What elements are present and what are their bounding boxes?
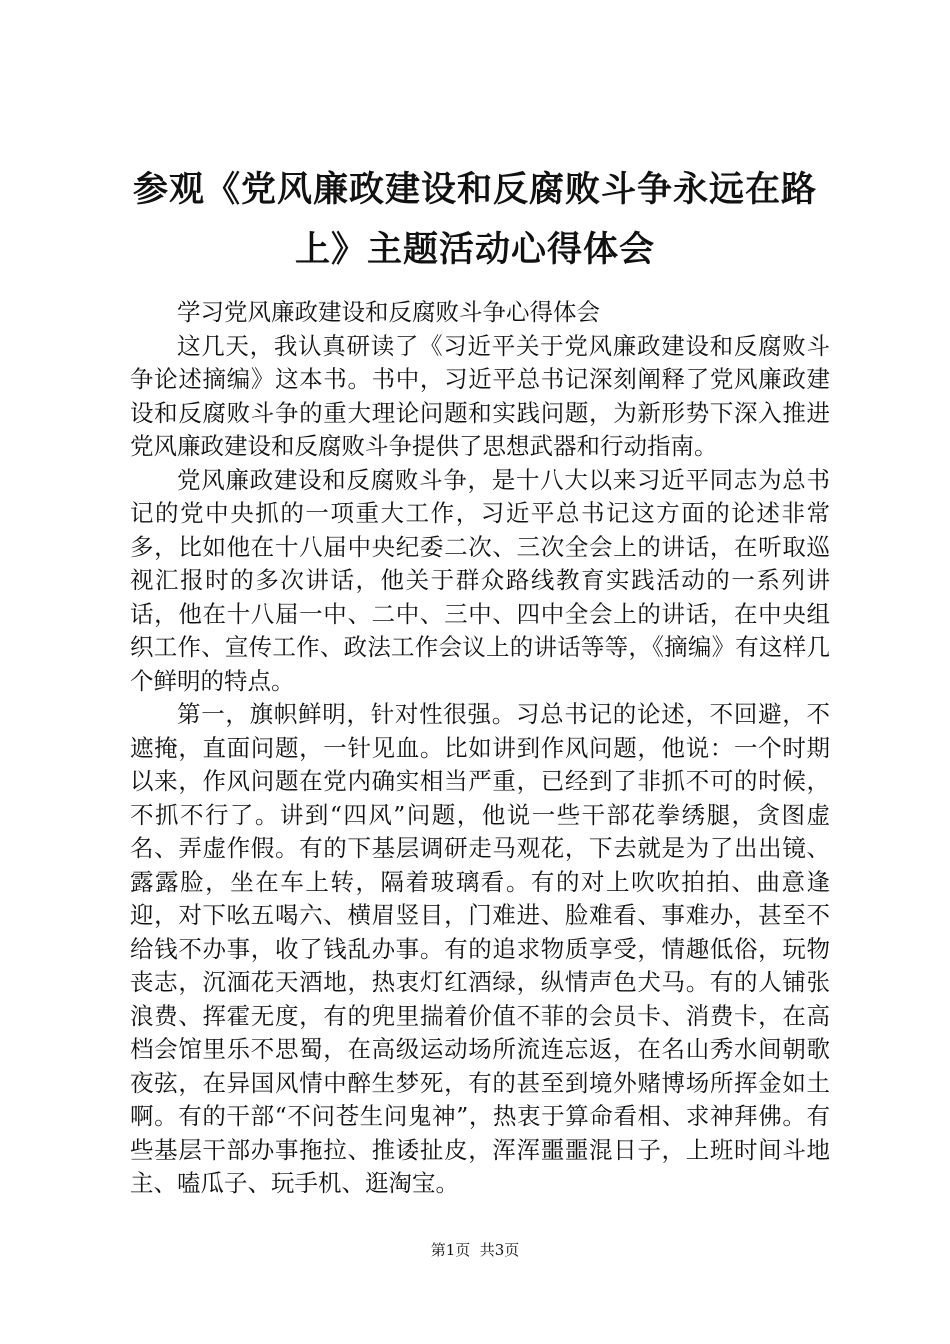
document-title <box>100 160 850 280</box>
page-footer <box>0 1240 950 1260</box>
page-number-label: 第1页 共3页 <box>430 1241 520 1259</box>
subtitle-paragraph: 学习党风廉政建设和反腐败斗争心得体会 <box>177 298 600 326</box>
title-line-2: 上》主题活动心得体会 <box>294 229 655 270</box>
body-paragraph-1: 这几天，我认真研读了《习近平关于党风廉政建设和反腐败斗争论述摘编》这本书。书中，习近平总书记深刻阐释了党风廉政建设和反腐败斗争的重大理论问题和实践问题，为新形势下深入推进党风廉政建设和反腐败斗争提供了思想武器和行动指南。 <box>130 331 830 460</box>
document-body <box>130 296 830 1201</box>
title-line-1: 参观《党风廉政建设和反腐败斗争永远在路 <box>132 169 817 210</box>
body-paragraph-2: 党风廉政建设和反腐败斗争，是十八大以来习近平同志为总书记的党中央抓的一项重大工作，习近平总书记这方面的论述非常多，比如他在十八届中央纪委二次、三次全会上的讲话，在听取巡视汇报时的多次讲话，他关于群众路线教育实践活动的一系列讲话，他在十八届一中、二中、三中、四中全会上的讲话，在中央组织工作、宣传工作、政法工作会议上的讲话等等，《摘编》有这样几个鲜明的特点。 <box>130 465 830 695</box>
body-paragraph-3: 第一，旗帜鲜明，针对性很强。习总书记的论述，不回避，不遮掩，直面问题，一针见血。比如讲到作风问题，他说：一个时期以来，作风问题在党内确实相当严重，已经到了非抓不可的时候，不抓不行了。讲到“四风”问题，他说一些干部花拳绣腿，贪图虚名、弄虚作假。有的下基层调研走马观花，下去就是为了出出镜、露露脸，坐在车上转，隔着玻璃看。有的对上吹吹拍拍、曲意逢迎，对下吆五喝六、横眉竖目，门难进、脸难看、事难办，甚至不给钱不办事，收了钱乱办事。有的追求物质享受，情趣低俗，玩物丧志，沉湎花天酒地，热衷灯红酒绿，纵情声色犬马。有的人铺张浪费、挥霍无度，有的兜里揣着价值不菲的会员卡、消费卡，在高档会馆里乐不思蜀，在高级运动场所流连忘返，在名山秀水间朝歌夜弦，在异国风情中醉生梦死，有的甚至到境外赌博场所挥金如土啊。有的干部“不问苍生问鬼神”，热衷于算命看相、求神拜佛。有些基层干部办事拖拉、推诿扯皮，浑浑噩噩混日子，上班时间斗地主、嗑瓜子、玩手机、逛淘宝。 <box>130 700 830 1197</box>
